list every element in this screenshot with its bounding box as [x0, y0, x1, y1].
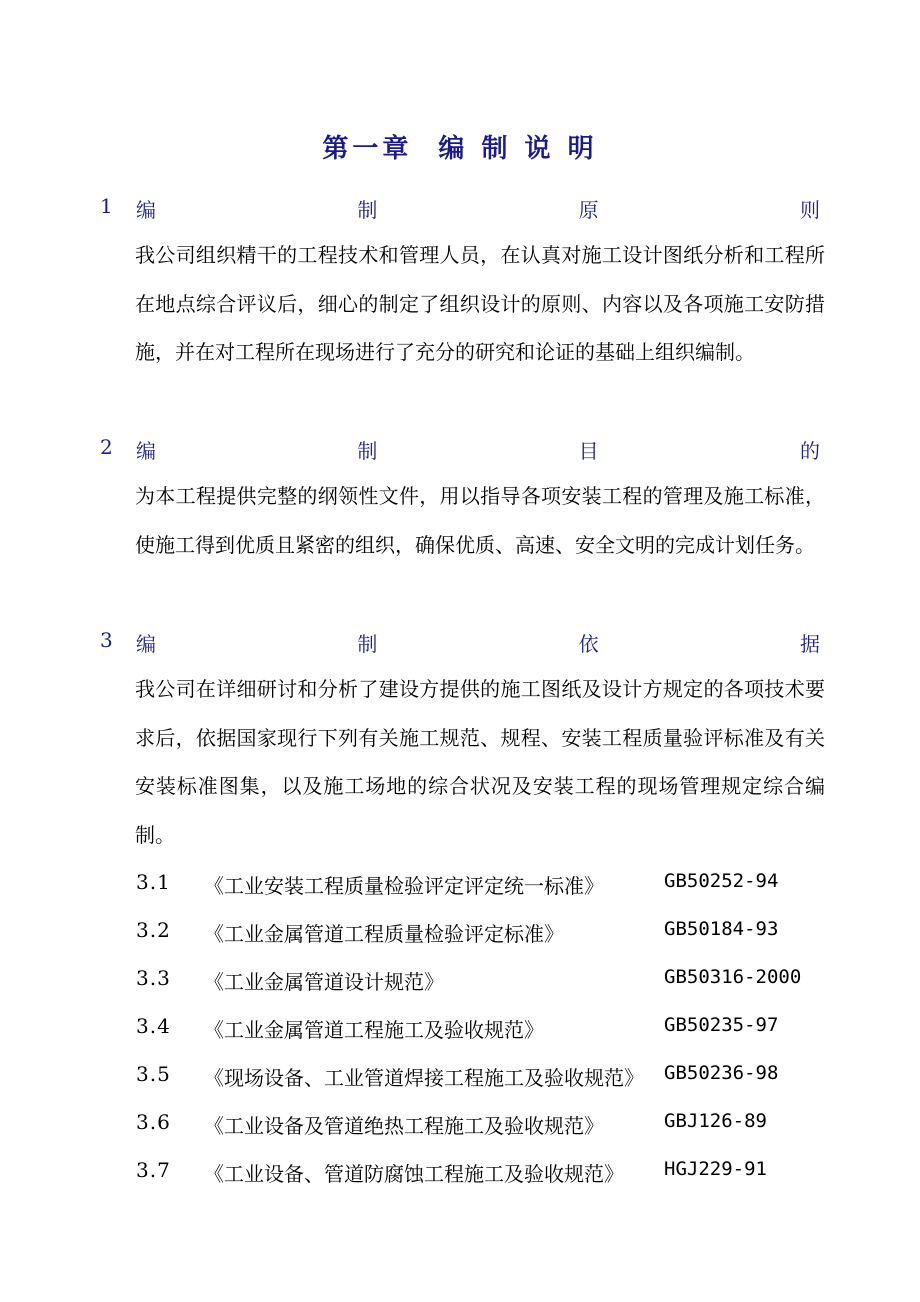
chapter-title [0, 128, 920, 165]
standard-number: 3.1 [136, 870, 171, 894]
standard-code: GB50235-97 [664, 1014, 779, 1036]
section-heading-char: 依 [578, 632, 599, 656]
standard-item [136, 1110, 826, 1140]
section-number: 3 [100, 628, 113, 652]
standard-item [136, 870, 826, 900]
section-heading-char: 制 [357, 439, 378, 463]
standard-item [136, 966, 826, 996]
standard-item [136, 1062, 826, 1092]
section-heading-char: 据 [799, 632, 820, 656]
standard-name: 《工业安装工程质量检验评定评定统一标准》 [204, 874, 604, 898]
section-heading-2 [100, 435, 820, 465]
section-paragraph-1: 我公司组织精干的工程技术和管理人员，在认真对施工设计图纸分析和工程所在地点综合评议后，细心的制定了组织设计的原则、内容以及各项施工安防措施，并在对工程所在现场进行了充分的研究和论证的基础上组织编制。 [135, 243, 825, 364]
standard-code: GB50184-93 [664, 918, 779, 940]
standard-number: 3.3 [136, 966, 171, 990]
standard-code: GB50316-2000 [664, 966, 802, 988]
standard-name: 《工业金属管道工程质量检验评定标准》 [204, 922, 564, 946]
chapter-number: 第一章 [322, 134, 413, 164]
section-heading-1 [100, 194, 820, 224]
standard-item [136, 1014, 826, 1044]
section-heading-char: 编 [136, 198, 156, 222]
standard-number: 3.2 [136, 918, 171, 942]
standard-name: 《工业设备、管道防腐蚀工程施工及验收规范》 [204, 1162, 624, 1186]
standard-name: 《现场设备、工业管道焊接工程施工及验收规范》 [204, 1066, 644, 1090]
section-number: 2 [100, 435, 113, 459]
section-heading-char: 目 [578, 439, 599, 463]
section-heading-char: 制 [357, 198, 378, 222]
standard-number: 3.4 [136, 1014, 171, 1038]
standard-number: 3.6 [136, 1110, 171, 1134]
section-heading-char: 编 [136, 632, 156, 656]
standard-code: GBJ126-89 [664, 1110, 767, 1132]
section-heading-char: 则 [799, 198, 820, 222]
standard-number: 3.7 [136, 1158, 171, 1182]
standard-code: GB50252-94 [664, 870, 779, 892]
section-paragraph-3: 我公司在详细研讨和分析了建设方提供的施工图纸及设计方规定的各项技术要求后，依据国家现行下列有关施工规范、规程、安装工程质量验评标准及有关安装标准图集，以及施工场地的综合状况及安装工程的现场管理规定综合编制。 [135, 677, 825, 847]
chapter-name: 编 制 说 明 [438, 134, 598, 164]
standard-name: 《工业金属管道设计规范》 [204, 970, 444, 994]
section-heading-char: 原 [578, 198, 599, 222]
section-paragraph-2: 为本工程提供完整的纲领性文件，用以指导各项安装工程的管理及施工标准，使施工得到优质且紧密的组织，确保优质、高速、安全文明的完成计划任务。 [135, 484, 825, 557]
standard-item [136, 918, 826, 948]
section-heading-char: 的 [799, 439, 820, 463]
section-number: 1 [100, 194, 113, 218]
standard-item [136, 1158, 826, 1188]
standard-name: 《工业金属管道工程施工及验收规范》 [204, 1018, 544, 1042]
standard-code: GB50236-98 [664, 1062, 779, 1084]
standard-number: 3.5 [136, 1062, 171, 1086]
standard-name: 《工业设备及管道绝热工程施工及验收规范》 [204, 1114, 604, 1138]
standard-code: HGJ229-91 [664, 1158, 767, 1180]
section-heading-char: 编 [136, 439, 156, 463]
section-heading-char: 制 [357, 632, 378, 656]
section-heading-3 [100, 628, 820, 658]
